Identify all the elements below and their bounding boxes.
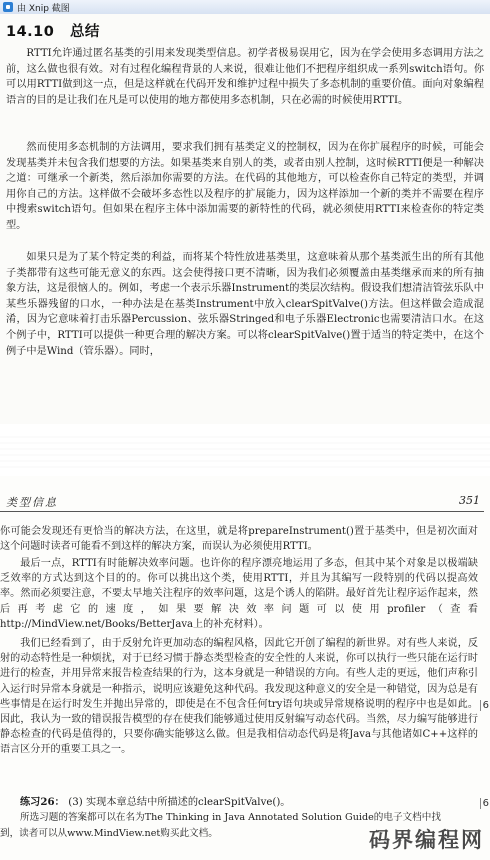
- page-gap: [0, 424, 490, 476]
- section-title: 总结: [69, 24, 100, 40]
- site-watermark: 码界编程网: [369, 828, 484, 852]
- margin-number-1: 6: [480, 700, 489, 711]
- summary-paragraph-1: RTTI允许通过匿名基类的引用来发现类型信息。初学者极易误用它，因为在学会使用多态调用方法之前，这么做也很有效。对有过程化编程背景的人来说，很难让他们不把程序组织成一系列switch语句。你可以用RTTI做到这一点，但是这样就在代码开发和维护过程中损失了多态机制的重要价值。面向对象编程语言的目的是让我们在凡是可以使用的地方都使用多态机制，只在必需的时候使用RTTI。: [6, 48, 484, 106]
- summary-paragraph-3: 如果只是为了某个特定类的利益，而将某个特性放进基类里，这意味着从那个基类派生出的所有其他子类都带有这些可能无意义的东西。这会使得接口更不清晰，因为我们必须覆盖由基类继承而来的所有抽象方法，这是很恼人的。例如，考虑一个表示乐器Instrument的类层次结构。假设我们想清洁管弦乐队中某些乐器残留的口水，一种办法是在基类Instrument中放入clearSpitValve()方法。但这样做会造成混淆，因为它意味着打击乐器Percussion、弦乐器Stringed和电子乐器Electronic也需要清洁口水。在这个例子中，RTTI可以提供一种更合理的解决方案。可以将clearSpitValve()置于适当的特定类中，在这个例子中是Wind（管乐器）。同时，: [6, 252, 484, 357]
- bottom-paragraph-2: 我们已经看到了，由于反射允许更加动态的编程风格，因此它开创了编程的新世界。对有些人来说，反射的动态特性是一种烦扰，对于已经习惯于静态类型检查的安全性的人来说，你可以执行一些只能在运行时进行的检查，并用异常来报告检查结果的行为，这本身就是一种错误的方向。有些人走的更远，他们声称引入运行时异常本身就是一种指示，说明应该避免这种代码。我发现这种意义的安全是一种错觉，因为总是有些事情是在运行时发生并抛出异常的，即使是在不包含任何try语句块或异常规格说明的程序中也是如此。因此，我认为一致的错误报告模型的存在使我们能够通过使用反射编写动态代码。当然，尽力编写能够进行静态检查的代码是值得的，只要你确实能够这么做。但是我相信动态代码是将Java与其他诸如C++这样的语言区分开的重要工具之一。: [0, 638, 478, 756]
- window-title: 由 Xnip 截图: [17, 3, 70, 14]
- running-head-title: 类型信息: [6, 496, 58, 509]
- bottom-paragraph-continuation: 你可能会发现还有更恰当的解决方法，在这里，就是将prepareInstrument()置于基类中，但是初次面对这个问题时读者可能看不到这样的解决方案，而误认为必须使用RTTI。: [0, 526, 478, 553]
- footer-note: 所选习题的答案都可以在名为The Thinking in Java Annotated Solution Guide的电子文档中找: [20, 812, 441, 823]
- exercise-label: 练习26：: [20, 796, 65, 808]
- summary-paragraph-2: 然而使用多态机制的方法调用，要求我们拥有基类定义的控制权，因为在你扩展程序的时候，可能会发现基类并未包含我们想要的方法。如果基类来自别人的类，或者由别人控制，这时候RTTI便是一种解决之道：可继承一个新类，然后添加你需要的方法。在代码的其他地方，可以检查你自己特定的类型，并调用你自己的方法。这样做不会破坏多态性以及程序的扩展能力，因为这样添加一个新的类并不需要在程序中搜索switch语句。但如果在程序主体中添加需要的新特性的代码，就必须使用RTTI来检查你的特定类型。: [6, 142, 484, 231]
- exercise-body: (3) 实现本章总结中所描述的clearSpitValve()。: [68, 797, 291, 808]
- xnip-app-icon: [3, 2, 13, 12]
- margin-number-2: 6: [480, 798, 489, 809]
- exercise-26: [20, 793, 291, 808]
- running-head: [6, 494, 484, 510]
- section-heading: [6, 20, 110, 41]
- page-number: 351: [459, 494, 480, 507]
- header-rule: [0, 511, 484, 512]
- bottom-paragraph-1: 最后一点，RTTI有时能解决效率问题。也许你的程序漂亮地运用了多态，但其中某个对象是以极端缺乏效率的方式达到这个目的的。你可以挑出这个类，使用RTTI，并且为其编写一段特别的代码以提高效率。然而必须要注意，不要太早地关注程序的效率问题，这是个诱人的陷阱。最好首先让程序运作起来，然后再考虑它的速度，如果要解决效率问题可以使用profiler（查看http://MindView.net/Books/BetterJava上的补充材料）。: [0, 558, 478, 630]
- footer-note-2: 到，读者可以从www.MindView.net购买此文档。: [0, 828, 218, 839]
- section-number: 14.10: [6, 24, 55, 40]
- window-titlebar: [0, 0, 490, 15]
